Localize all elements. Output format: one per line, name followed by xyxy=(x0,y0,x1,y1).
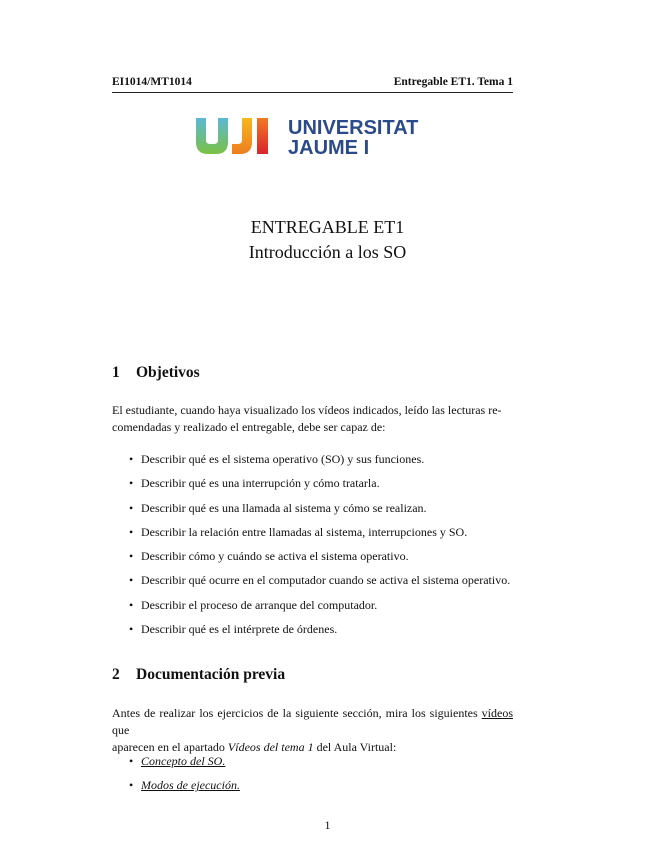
section-1-heading xyxy=(112,364,200,382)
video-links-list xyxy=(129,754,240,803)
list-item: • Describir la relación entre llamadas al sistema, interrupciones y SO. xyxy=(129,525,510,549)
objectives-list xyxy=(129,452,510,646)
running-header-right: Entregable ET1. Tema 1 xyxy=(393,76,513,88)
logo-text-line2: JAUME I xyxy=(288,137,370,156)
video-link-modos[interactable]: Modos de ejecución. xyxy=(141,778,240,793)
document-subtitle: Introducción a los SO xyxy=(248,242,407,262)
text-run: aparecen en el apartado xyxy=(112,740,228,754)
section-2-paragraph xyxy=(112,705,513,756)
list-item xyxy=(129,754,240,778)
list-item: • Describir qué es el intérprete de órdenes. xyxy=(129,622,510,646)
running-header-left: EI1014/MT1014 xyxy=(112,76,192,88)
section-1-intro xyxy=(112,402,513,436)
list-item: • Describir cómo y cuándo se activa el sistema operativo. xyxy=(129,549,510,573)
list-item xyxy=(129,778,240,802)
header-rule xyxy=(112,92,513,93)
intro-line: comendadas y realizado el entregable, debe ser capaz de: xyxy=(112,420,386,434)
list-item: • Describir qué es el sistema operativo (SO) y sus funciones. xyxy=(129,452,510,476)
paragraph-line xyxy=(112,705,513,739)
text-run: que xyxy=(112,723,130,737)
logo-text-line1: UNIVERSITAT xyxy=(288,117,419,139)
section-2-heading xyxy=(112,666,285,684)
list-item: • Describir qué es una llamada al sistema y cómo se realizan. xyxy=(129,501,510,525)
text-run: Antes de realizar los ejercicios de la siguiente sección, mira los siguientes xyxy=(112,706,482,720)
section-title: Objetivos xyxy=(136,364,200,381)
page-number: 1 xyxy=(324,818,331,832)
university-logo xyxy=(196,114,428,161)
list-item: • Describir qué ocurre en el computador cuando se activa el sistema operativo. xyxy=(129,573,510,597)
section-title: Documentación previa xyxy=(136,666,286,683)
section-number: 1 xyxy=(112,364,120,381)
video-link-concepto[interactable]: Concepto del SO. xyxy=(141,754,226,768)
text-run: del Aula Virtual: xyxy=(313,740,397,754)
section-number: 2 xyxy=(112,666,120,683)
videos-link[interactable]: vídeos xyxy=(481,706,513,720)
document-title: ENTREGABLE ET1 xyxy=(250,217,405,237)
emphasis-text: Vídeos del tema 1 xyxy=(227,740,314,754)
intro-line: El estudiante, cuando haya visualizado los vídeos indicados, leído las lecturas re- xyxy=(112,403,502,417)
list-item: • Describir el proceso de arranque del computador. xyxy=(129,598,510,622)
list-item: • Describir qué es una interrupción y cómo tratarla. xyxy=(129,476,510,500)
